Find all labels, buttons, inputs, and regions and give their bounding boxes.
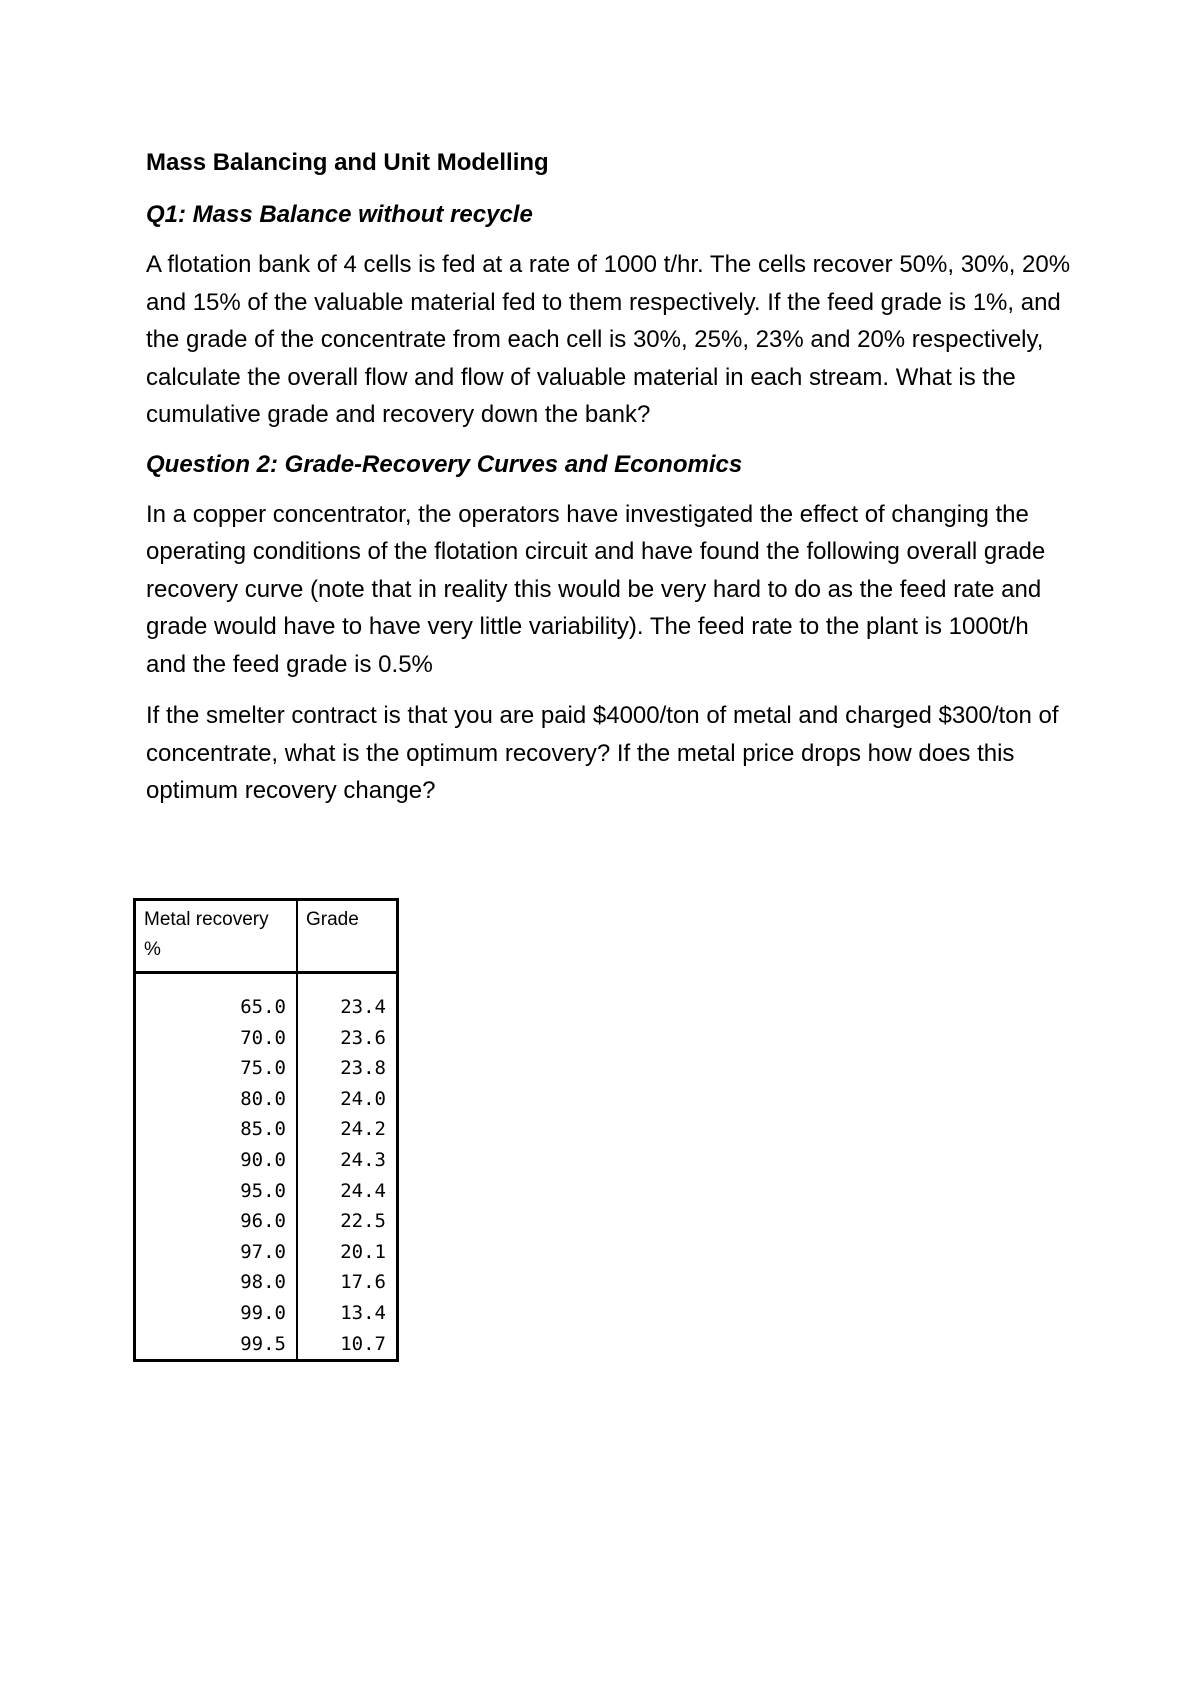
grade-recovery-table-container — [133, 898, 399, 1362]
header-metal-recovery: Metal recovery % — [135, 900, 298, 973]
q1-heading: Q1: Mass Balance without recycle — [146, 201, 533, 228]
grade-cell: 13.4 — [297, 1298, 398, 1329]
grade-cell: 23.6 — [297, 1023, 398, 1054]
table-row — [135, 1053, 398, 1084]
recovery-cell: 70.0 — [135, 1023, 298, 1054]
recovery-cell: 75.0 — [135, 1053, 298, 1084]
recovery-cell: 90.0 — [135, 1145, 298, 1176]
q2-heading: Question 2: Grade-Recovery Curves and Economics — [146, 450, 743, 478]
recovery-cell: 95.0 — [135, 1176, 298, 1207]
recovery-cell: 99.5 — [135, 1329, 298, 1361]
q2-paragraph-2: If the smelter contract is that you are paid $4000/ton of metal and charged $300/ton of concentrate, what is the optimum recovery? If the metal price drops how does this optimum recovery change? — [146, 702, 1059, 804]
grade-recovery-table — [133, 898, 399, 1362]
recovery-cell: 99.0 — [135, 1298, 298, 1329]
q2-paragraph-1: In a copper concentrator, the operators have investigated the effect of changing the operating conditions of the flotation circuit and have found the following overall grade recovery curve (note that in reality this would be very hard to do as the feed rate and grade would have to have very little variability). The feed rate to the plant is 1000t/h and the feed grade is 0.5% — [146, 500, 1046, 678]
table-row — [135, 1176, 398, 1207]
recovery-cell: 65.0 — [135, 992, 298, 1023]
grade-cell: 24.0 — [297, 1084, 398, 1115]
grade-cell: 22.5 — [297, 1206, 398, 1237]
table-row — [135, 1329, 398, 1361]
document-body — [146, 146, 1076, 824]
recovery-cell: 98.0 — [135, 1267, 298, 1298]
table-row — [135, 1084, 398, 1115]
recovery-cell: 85.0 — [135, 1114, 298, 1145]
grade-cell: 24.4 — [297, 1176, 398, 1207]
recovery-cell: 96.0 — [135, 1206, 298, 1237]
header-grade: Grade — [297, 900, 398, 973]
table-row — [135, 1114, 398, 1145]
table-row — [135, 1145, 398, 1176]
grade-cell: 20.1 — [297, 1237, 398, 1268]
grade-cell: 24.2 — [297, 1114, 398, 1145]
table-row — [135, 1298, 398, 1329]
table-row — [135, 1023, 398, 1054]
grade-cell: 23.4 — [297, 992, 398, 1023]
table-header-row — [135, 900, 398, 973]
document-title: Mass Balancing and Unit Modelling — [146, 149, 549, 176]
grade-cell: 23.8 — [297, 1053, 398, 1084]
table-row — [135, 1206, 398, 1237]
grade-cell: 10.7 — [297, 1329, 398, 1361]
grade-cell: 17.6 — [297, 1267, 398, 1298]
table-row — [135, 1267, 398, 1298]
recovery-cell: 97.0 — [135, 1237, 298, 1268]
table-row — [135, 1237, 398, 1268]
table-spacer-row — [135, 973, 398, 993]
recovery-cell: 80.0 — [135, 1084, 298, 1115]
q1-paragraph: A flotation bank of 4 cells is fed at a rate of 1000 t/hr. The cells recover 50%, 30%, 20% and 15% of the valuable material fed to them respectively. If the feed grade is 1%, and the grade of the concentrate from each cell is 30%, 25%, 23% and 20% respectively, calculate the overall flow and flow of valuable material in each stream. What is the cumulative grade and recovery down the bank? — [146, 251, 1071, 428]
grade-cell: 24.3 — [297, 1145, 398, 1176]
table-row — [135, 992, 398, 1023]
